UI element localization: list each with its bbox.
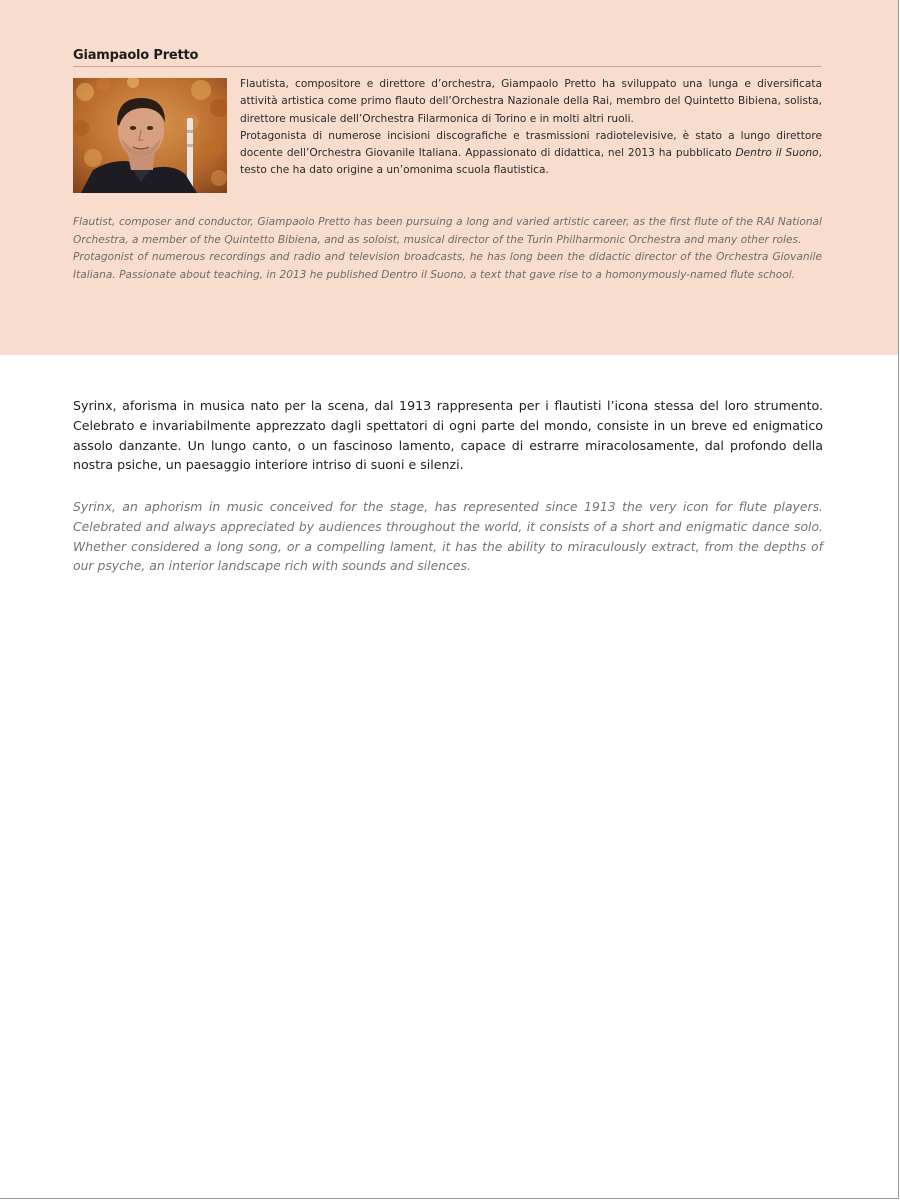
biography-english-text [73,214,822,284]
biography-italian-paragraph-2 [240,128,822,180]
artist-name-heading: Giampaolo Pretto [73,48,199,63]
biography-italian-paragraph-1: Flautista, compositore e direttore d’orchestra, Giampaolo Pretto ha sviluppato una lunga e diversificata attività artistica come primo flauto dell’Orchestra Nazionale della Rai, membro del Quintetto Bibiena, solista, direttore musicale dell’Orchestra Filarmonica di Torino e in molti altri ruoli. [240,78,822,125]
book-title-english: Dentro il Suono [381,268,464,281]
heading-divider [73,66,821,67]
book-title-italian: Dentro il Suono [735,147,819,160]
biography-italian-p2-end: , testo che ha dato origine a un’omonima scuola flautistica. [240,147,822,177]
biography-italian-text [240,76,822,180]
biography-english-paragraph-2 [73,249,822,284]
artist-portrait-photo [73,78,227,193]
biography-italian-p2-start: Protagonista di numerose incisioni discografiche e trasmissioni radiotelevisive, è stato a lungo direttore docente dell’Orchestra Giovanile Italiana. Appassionato di didattica, nel 2013 ha pubblicato [240,129,822,160]
biography-english-paragraph-1: Flautist, composer and conductor, Giampaolo Pretto has been pursuing a long and varied artistic career, as the first flute of the RAI National Orchestra, a member of the Quintetto Bibiena, and as soloist, musical director of the Turin Philharmonic Orchestra and many other roles. [73,216,822,246]
biography-section [0,0,898,355]
biography-english-p2-start: Protagonist of numerous recordings and radio and television broadcasts, he has long been the didactic director of the Orchestra Giovanile Italiana. Passionate about teaching, in 2013 he published [73,251,822,281]
syrinx-english-paragraph: Syrinx, an aphorism in music conceived for the stage, has represented since 1913 the very icon for flute players. Celebrated and always appreciated by audiences throughout the world, it consists of a short and enigmatic dance solo. Whether considered a long song, or a compelling lament, it has the ability to miraculously extract, from the depths of our psyche, an interior landscape rich with sounds and silences. [73,499,823,574]
biography-english-p2-end: , a text that gave rise to a homonymously-named flute school. [463,268,796,281]
syrinx-italian-paragraph: Syrinx, aforisma in musica nato per la scena, dal 1913 rappresenta per i flautisti l’icona stessa del loro strumento. Celebrato e invariabilmente apprezzato dagli spettatori di ogni parte del mondo, consiste in un breve ed enigmatico assolo danzante. Un lungo canto, o un fascinoso lamento, capace di estrarre miracolosamente, dal profondo della nostra psiche, un paesaggio interiore intriso di suoni e silenzi. [73,398,823,473]
